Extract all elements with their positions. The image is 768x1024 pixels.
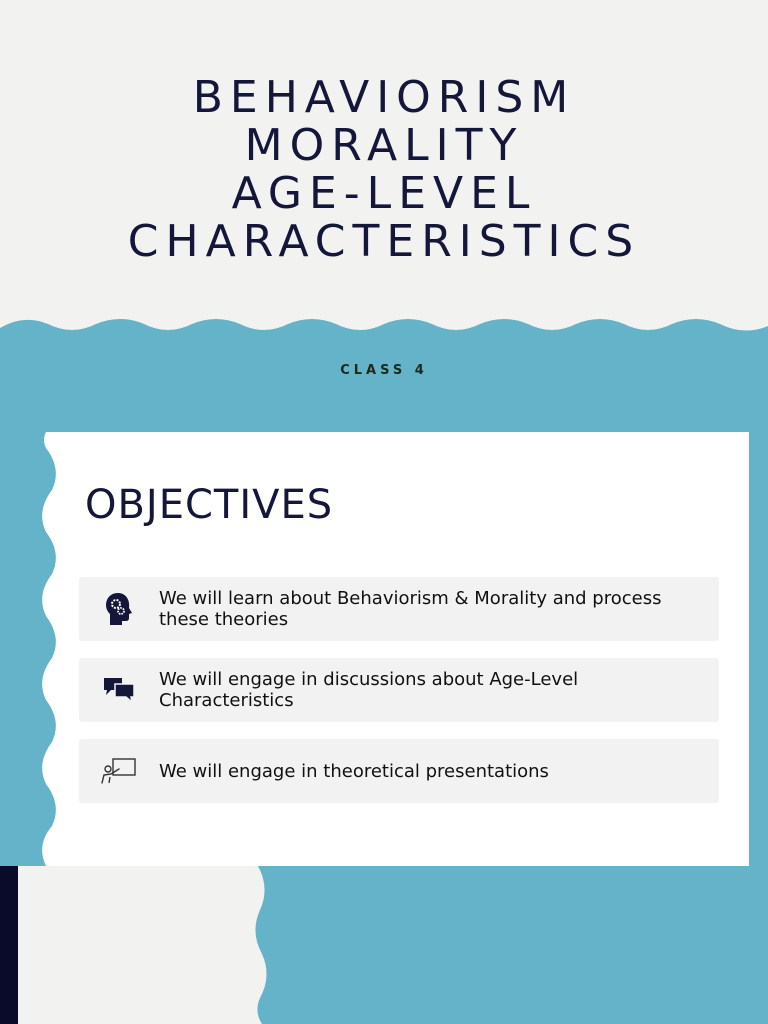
presentation-icon — [79, 757, 159, 785]
objectives-heading: OBJECTIVES — [85, 482, 334, 528]
objective-item — [79, 577, 719, 641]
title-slide — [0, 0, 768, 432]
title-line: AGE-LEVEL — [231, 168, 537, 219]
objective-item — [79, 739, 719, 803]
objective-text: We will learn about Behaviorism & Morality and process these theories — [159, 588, 662, 630]
objective-text: We will engage in discussions about Age-Level Characteristics — [159, 669, 579, 711]
wave-panel — [0, 866, 300, 1024]
chat-bubbles-icon — [79, 676, 159, 704]
head-gears-icon — [79, 592, 159, 626]
title-line: MORALITY — [244, 120, 524, 171]
title-line: CHARACTERISTICS — [127, 216, 641, 267]
slide-title — [0, 74, 768, 266]
next-slide-partial — [0, 866, 768, 1024]
title-line: BEHAVIORISM — [192, 72, 576, 123]
slide-subtitle: CLASS 4 — [340, 363, 428, 378]
objective-text: We will engage in theoretical presentations — [159, 760, 549, 782]
objectives-slide — [0, 432, 768, 866]
objective-item — [79, 658, 719, 722]
